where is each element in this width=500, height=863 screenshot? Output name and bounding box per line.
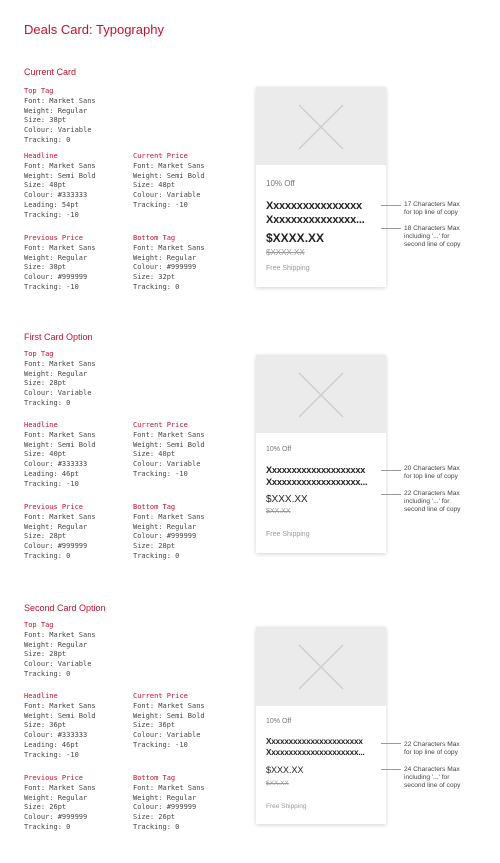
card-top-tag: 10% Off xyxy=(266,446,292,453)
spec-line: Colour: #333333 xyxy=(24,460,88,469)
spec-line: Colour: #999999 xyxy=(24,542,88,551)
annotation-text: for top line of copy xyxy=(404,209,458,216)
spec-top-tag xyxy=(24,87,96,146)
annotation-text: 24 Characters Max xyxy=(404,766,460,773)
card-headline-line-2: Xxxxxxxxxxxxxxxxxxxxx... xyxy=(266,748,365,757)
card-bottom-tag: Free Shipping xyxy=(266,803,307,810)
spec-headline xyxy=(24,152,96,221)
spec-top-tag xyxy=(24,621,96,680)
note-leader-line xyxy=(381,494,401,495)
annotation-text: 22 Characters Max xyxy=(404,490,460,497)
card-current-price: $XXXX.XX xyxy=(266,231,325,245)
spec-bottom-tag xyxy=(133,234,205,293)
spec-headline xyxy=(24,421,96,490)
spec-current-price xyxy=(133,692,205,751)
spec-label: Previous Price xyxy=(24,234,84,242)
annotation-line-1-limit xyxy=(404,465,460,481)
spec-line: Font: Market Sans xyxy=(24,430,96,439)
annotation-text: for top line of copy xyxy=(404,473,458,480)
spec-line: Font: Market Sans xyxy=(133,243,205,252)
spec-line: Tracking: 0 xyxy=(24,551,71,560)
spec-line: Colour: Variable xyxy=(133,191,201,200)
spec-line: Weight: Regular xyxy=(24,793,88,802)
annotation-line-1-limit xyxy=(404,201,460,217)
spec-line: Font: Market Sans xyxy=(24,359,96,368)
section-second-card-option xyxy=(0,603,500,863)
spec-label: Headline xyxy=(24,692,58,700)
spec-line: Font: Market Sans xyxy=(133,701,205,710)
annotation-text: 20 Characters Max xyxy=(404,465,460,472)
spec-label: Top Tag xyxy=(24,350,54,358)
spec-line: Size: 38pt xyxy=(24,263,67,272)
annotation-line-2-limit xyxy=(404,490,460,514)
spec-line: Weight: Regular xyxy=(133,253,197,262)
spec-previous-price xyxy=(24,503,96,562)
card-top-tag: 10% Off xyxy=(266,718,292,725)
spec-line: Tracking: 0 xyxy=(24,398,71,407)
card-current-price: $XXX.XX xyxy=(266,765,304,775)
spec-line: Tracking: 0 xyxy=(24,669,71,678)
note-leader-line xyxy=(381,228,401,229)
deal-card[interactable] xyxy=(256,355,386,553)
deal-card[interactable] xyxy=(256,87,386,287)
spec-line: Tracking: 0 xyxy=(133,822,180,831)
spec-line: Size: 28pt xyxy=(133,542,176,551)
spec-line: Colour: #999999 xyxy=(133,803,197,812)
spec-label: Bottom Tag xyxy=(133,774,176,782)
spec-line: Size: 36pt xyxy=(133,721,176,730)
page-title: Deals Card: Typography xyxy=(24,22,164,37)
spec-line: Tracking: -10 xyxy=(24,479,79,488)
annotation-text: including '...' for xyxy=(404,233,450,240)
spec-line: Font: Market Sans xyxy=(133,783,205,792)
spec-line: Tracking: 0 xyxy=(133,551,180,560)
card-current-price: $XXX.XX xyxy=(266,494,308,505)
spec-line: Font: Market Sans xyxy=(24,630,96,639)
spec-line: Font: Market Sans xyxy=(133,430,205,439)
spec-line: Font: Market Sans xyxy=(133,512,205,521)
spec-line: Size: 36pt xyxy=(24,721,67,730)
spec-line: Weight: Regular xyxy=(24,253,88,262)
spec-headline xyxy=(24,692,96,761)
spec-bottom-tag xyxy=(133,503,205,562)
spec-line: Font: Market Sans xyxy=(24,161,96,170)
image-placeholder-x-icon xyxy=(256,87,386,165)
note-leader-line xyxy=(381,470,401,471)
spec-line: Weight: Regular xyxy=(24,369,88,378)
spec-line: Tracking: -10 xyxy=(24,210,79,219)
card-previous-price: $XX.XX xyxy=(266,780,289,787)
spec-line: Size: 26pt xyxy=(24,803,67,812)
card-headline-line-1: Xxxxxxxxxxxxxxxx xyxy=(266,200,362,212)
note-leader-line xyxy=(381,205,401,206)
spec-line: Colour: Variable xyxy=(24,126,92,135)
spec-line: Weight: Regular xyxy=(133,793,197,802)
section-title: Second Card Option xyxy=(24,603,106,613)
card-headline-line-2: Xxxxxxxxxxxxxxxxxxx... xyxy=(266,477,368,487)
spec-label: Headline xyxy=(24,152,58,160)
spec-line: Tracking: 0 xyxy=(24,822,71,831)
annotation-text: second line of copy xyxy=(404,506,461,513)
spec-line: Size: 40pt xyxy=(24,450,67,459)
spec-line: Weight: Regular xyxy=(24,522,88,531)
spec-line: Size: 38pt xyxy=(24,116,67,125)
spec-line: Size: 32pt xyxy=(133,273,176,282)
spec-label: Bottom Tag xyxy=(133,234,176,242)
card-image xyxy=(256,87,386,165)
spec-label: Current Price xyxy=(133,421,188,429)
spec-line: Weight: Semi Bold xyxy=(133,440,205,449)
annotation-text: including '...' for xyxy=(404,498,450,505)
spec-line: Colour: Variable xyxy=(24,660,92,669)
spec-previous-price xyxy=(24,774,96,833)
spec-line: Tracking: -10 xyxy=(24,282,79,291)
spec-line: Tracking: -10 xyxy=(133,469,188,478)
spec-line: Colour: Variable xyxy=(133,460,201,469)
spec-line: Size: 48pt xyxy=(24,181,67,190)
card-headline-line-2: Xxxxxxxxxxxxxxx... xyxy=(266,214,365,226)
annotation-text: second line of copy xyxy=(404,782,461,789)
annotation-line-1-limit xyxy=(404,741,460,757)
spec-line: Weight: Semi Bold xyxy=(24,171,96,180)
card-top-tag: 10% Off xyxy=(266,179,295,188)
card-image xyxy=(256,627,386,706)
spec-line: Weight: Regular xyxy=(133,522,197,531)
spec-line: Leading: 46pt xyxy=(24,469,79,478)
annotation-text: 18 Characters Max xyxy=(404,225,460,232)
section-title: Current Card xyxy=(24,67,77,77)
note-leader-line xyxy=(381,743,401,744)
spec-line: Size: 40pt xyxy=(133,450,176,459)
spec-line: Leading: 54pt xyxy=(24,200,79,209)
spec-line: Colour: #999999 xyxy=(133,532,197,541)
spec-line: Colour: #999999 xyxy=(24,273,88,282)
spec-current-price xyxy=(133,152,205,211)
image-placeholder-x-icon xyxy=(256,355,386,433)
spec-label: Headline xyxy=(24,421,58,429)
card-headline-line-1: Xxxxxxxxxxxxxxxxxxxx xyxy=(266,465,366,475)
annotation-text: 17 Characters Max xyxy=(404,201,460,208)
spec-current-price xyxy=(133,421,205,480)
spec-line: Font: Market Sans xyxy=(24,96,96,105)
spec-line: Tracking: -10 xyxy=(133,740,188,749)
card-bottom-tag: Free Shipping xyxy=(266,531,310,538)
spec-line: Tracking: 0 xyxy=(133,282,180,291)
annotation-text: 22 Characters Max xyxy=(404,741,460,748)
spec-line: Weight: Regular xyxy=(24,640,88,649)
spec-line: Weight: Regular xyxy=(24,106,88,115)
spec-line: Font: Market Sans xyxy=(24,783,96,792)
spec-line: Tracking: -10 xyxy=(133,200,188,209)
spec-line: Weight: Semi Bold xyxy=(133,171,205,180)
spec-bottom-tag xyxy=(133,774,205,833)
spec-line: Size: 28pt xyxy=(24,650,67,659)
spec-line: Size: 48pt xyxy=(133,181,176,190)
annotation-text: second line of copy xyxy=(404,241,461,248)
card-bottom-tag: Free Shipping xyxy=(266,265,310,272)
spec-label: Current Price xyxy=(133,692,188,700)
spec-line: Weight: Semi Bold xyxy=(24,711,96,720)
spec-line: Colour: #333333 xyxy=(24,191,88,200)
annotation-line-2-limit xyxy=(404,766,460,790)
spec-line: Size: 26pt xyxy=(133,813,176,822)
spec-line: Font: Market Sans xyxy=(24,243,96,252)
spec-previous-price xyxy=(24,234,96,293)
spec-label: Previous Price xyxy=(24,503,84,511)
spec-label: Top Tag xyxy=(24,621,54,629)
spec-label: Previous Price xyxy=(24,774,84,782)
note-leader-line xyxy=(381,769,401,770)
section-title: First Card Option xyxy=(24,332,93,342)
annotation-line-2-limit xyxy=(404,225,460,249)
annotation-text: for top line of copy xyxy=(404,749,458,756)
spec-line: Size: 28pt xyxy=(24,379,67,388)
spec-label: Bottom Tag xyxy=(133,503,176,511)
spec-line: Font: Market Sans xyxy=(24,512,96,521)
card-image xyxy=(256,355,386,433)
spec-label: Top Tag xyxy=(24,87,54,95)
spec-line: Weight: Semi Bold xyxy=(24,440,96,449)
card-headline-line-1: Xxxxxxxxxxxxxxxxxxxxxx xyxy=(266,737,363,746)
spec-line: Font: Market Sans xyxy=(133,161,205,170)
card-previous-price: $XXXX.XX xyxy=(266,248,305,257)
spec-top-tag xyxy=(24,350,96,409)
spec-line: Colour: #999999 xyxy=(133,263,197,272)
spec-line: Colour: Variable xyxy=(133,731,201,740)
section-first-card-option xyxy=(0,332,500,604)
spec-label: Current Price xyxy=(133,152,188,160)
spec-line: Size: 28pt xyxy=(24,532,67,541)
spec-line: Weight: Semi Bold xyxy=(133,711,205,720)
spec-line: Colour: Variable xyxy=(24,389,92,398)
image-placeholder-x-icon xyxy=(256,627,386,706)
annotation-text: including '...' for xyxy=(404,774,450,781)
spec-line: Tracking: -10 xyxy=(24,750,79,759)
spec-line: Colour: #999999 xyxy=(24,813,88,822)
spec-line: Leading: 46pt xyxy=(24,740,79,749)
section-current-card xyxy=(0,67,500,339)
card-previous-price: $XX.XX xyxy=(266,508,291,515)
spec-line: Font: Market Sans xyxy=(24,701,96,710)
spec-line: Tracking: 0 xyxy=(24,135,71,144)
spec-line: Colour: #333333 xyxy=(24,731,88,740)
deal-card[interactable] xyxy=(256,627,386,824)
